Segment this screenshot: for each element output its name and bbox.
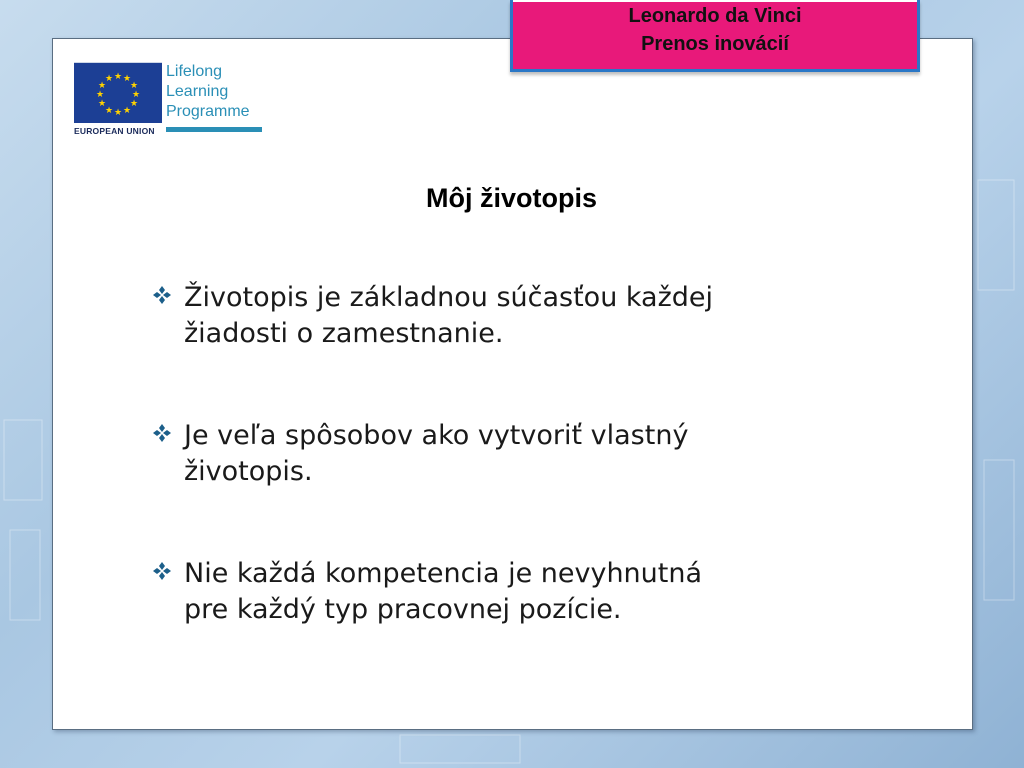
svg-text:★: ★ bbox=[129, 81, 139, 91]
svg-text:★: ★ bbox=[129, 99, 139, 109]
svg-text:★: ★ bbox=[122, 106, 132, 116]
programme-line-3: Programme bbox=[166, 103, 250, 120]
svg-text:★: ★ bbox=[97, 81, 107, 91]
svg-text:★: ★ bbox=[95, 90, 105, 100]
eu-flag-icon bbox=[74, 62, 162, 123]
svg-text:★: ★ bbox=[122, 74, 132, 84]
diamond-bullet-icon bbox=[152, 561, 172, 581]
svg-text:★: ★ bbox=[97, 99, 107, 109]
bullet-line: žiadosti o zamestnanie. bbox=[184, 318, 504, 349]
lifelong-learning-logo bbox=[74, 62, 264, 142]
bullet-line: Nie každá kompetencia je nevyhnutná bbox=[184, 558, 703, 589]
programme-underline bbox=[166, 127, 262, 132]
bullet-line: Životopis je základnou súčasťou každej bbox=[184, 282, 714, 313]
banner-title: Leonardo da Vinci bbox=[628, 5, 802, 27]
bullet-line: pre každý typ pracovnej pozície. bbox=[184, 594, 622, 625]
svg-text:★: ★ bbox=[104, 106, 114, 116]
banner-subtitle: Prenos inovácií bbox=[641, 33, 789, 55]
svg-text:★: ★ bbox=[113, 108, 123, 118]
slide-title: Môj životopis bbox=[426, 183, 597, 213]
diamond-bullet-icon bbox=[152, 285, 172, 305]
program-banner bbox=[510, 0, 920, 72]
diamond-bullet-icon bbox=[152, 423, 172, 443]
svg-text:★: ★ bbox=[104, 74, 114, 84]
eu-label: EUROPEAN UNION bbox=[74, 126, 155, 136]
svg-text:★: ★ bbox=[113, 72, 123, 82]
bullet-line: Je veľa spôsobov ako vytvoriť vlastný bbox=[184, 420, 689, 451]
bullet-line: životopis. bbox=[184, 456, 313, 487]
bullet-item bbox=[152, 556, 852, 628]
programme-line-2: Learning bbox=[166, 83, 229, 100]
programme-line-1: Lifelong bbox=[166, 63, 223, 80]
programme-name bbox=[166, 62, 250, 122]
svg-text:★: ★ bbox=[131, 90, 141, 100]
bullet-list bbox=[152, 280, 852, 694]
bullet-item bbox=[152, 418, 852, 490]
bullet-item bbox=[152, 280, 852, 352]
